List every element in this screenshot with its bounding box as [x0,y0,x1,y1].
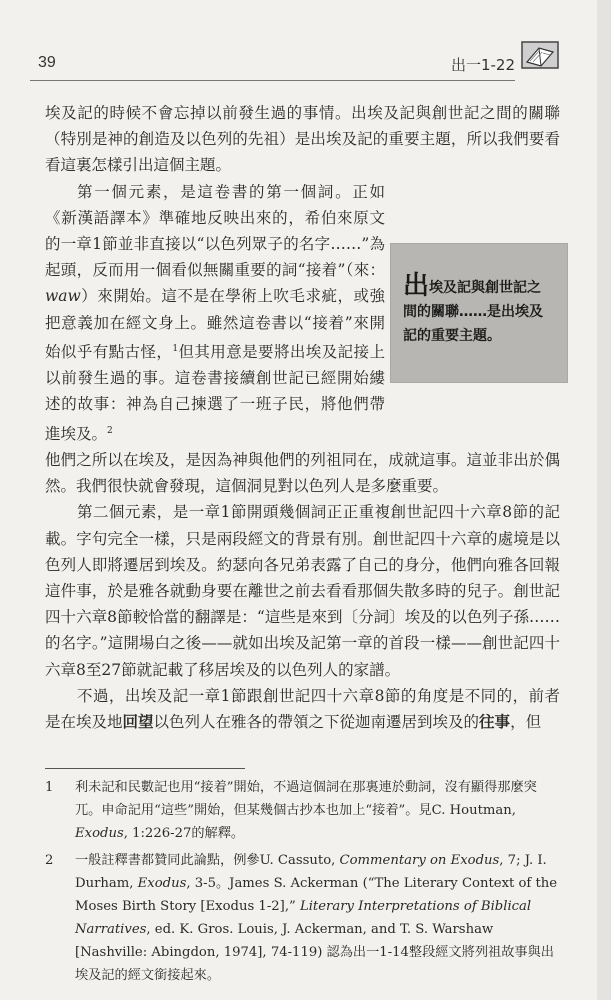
footnote: 1 利未記和民數記也用“接着”開始，不過這個詞在那裏連於動詞，沒有顯得那麼突兀。申命記用“這些”開始，但某幾個古抄本也加上“接着”。見C. Houtman, Exodus, 1:226-27的解釋。 [45,780,537,841]
book-icon [521,40,559,70]
page-edge [597,0,611,1000]
pull-quote-initial: 出 [403,271,430,301]
paragraph: 第一個元素，是這卷書的第一個詞。正如《新漢語譯本》準確地反映出來的，希伯來原文的一章1節並非直接以“以色列眾子的名字……”為起頭，反而用一個看似無關重要的詞“接着”（來：waw）來開始。這不是在學術上吹毛求疵，或強把意義加在經文身上。雖然這卷書以“接着”來開始似乎有點古怪，$^1$但其用意是要將出埃及記接上以前發生過的事。這卷書接續創世記已經開始縷述的故事：神為自己揀選了一班子民，將他們帶進埃及。$^2$ [45,182,385,443]
paragraph: 第二個元素，是一章1節開頭幾個詞正正重複創世記四十六章8節的記載。字句完全一樣，只是兩段經文的背景有別。創世記四十六章的處境是以色列人即將遷居到埃及。約瑟向各兄弟表露了自己的身分，他們向雅各回報這件事，於是雅各就動身要在離世之前去看看那個失散多時的兒子。創世記四十六章8節較恰當的翻譯是：“這些是來到〔分詞〕埃及的以色列子孫……的名字。”這開場白之後——就如出埃及記第一章的首段一樣——創世記四十六章8至27節就記載了移居埃及的以色列人的家譜。 [45,503,560,679]
footnotes [45,776,560,991]
footnote-rule [45,768,245,769]
header-rule [30,80,515,81]
running-title: 出一1-22 [450,56,515,74]
pull-quote-text: 埃及記與創世記之間的關聯……是出埃及記的重要主題。 [403,280,543,344]
pull-quote [390,243,568,383]
footnote: 2 一般註釋書都贊同此論點，例參U. Cassuto, Commentary on Exodus, 7; J. I. Durham, Exodus, 3-5。James S. Ackerman (“The Literary Context of the Moses Birth Story [Exodus 1-2],” Literary Interpretations of Biblical Narratives, ed. K. Gros. Louis, J. Ackerman, and T. S. Warshaw [Nashville: Abingdon, 1974], 74-119) 認為出一1-14整段經文將列祖故事與出埃及記的經文銜接起來。 [45,853,558,983]
body-text [45,100,560,735]
page-number: 39 [38,54,56,71]
paragraph: 他們之所以在埃及，是因為神與他們的列祖同在，成就這事。這並非出於偶然。我們很快就會發現，這個洞見對以色列人是多麼重要。 [45,450,560,496]
paragraph: 不過，出埃及記一章1節跟創世記四十六章8節的角度是不同的，前者是在埃及地回望以色列人在雅各的帶領之下從迦南遷居到埃及的往事，但 [45,686,560,731]
paragraph: 埃及記的時候不會忘掉以前發生過的事情。出埃及記與創世記之間的關聯（特別是神的創造及以色列的先祖）是出埃及記的重要主題，所以我們要看看這裏怎樣引出這個主題。 [45,104,560,175]
